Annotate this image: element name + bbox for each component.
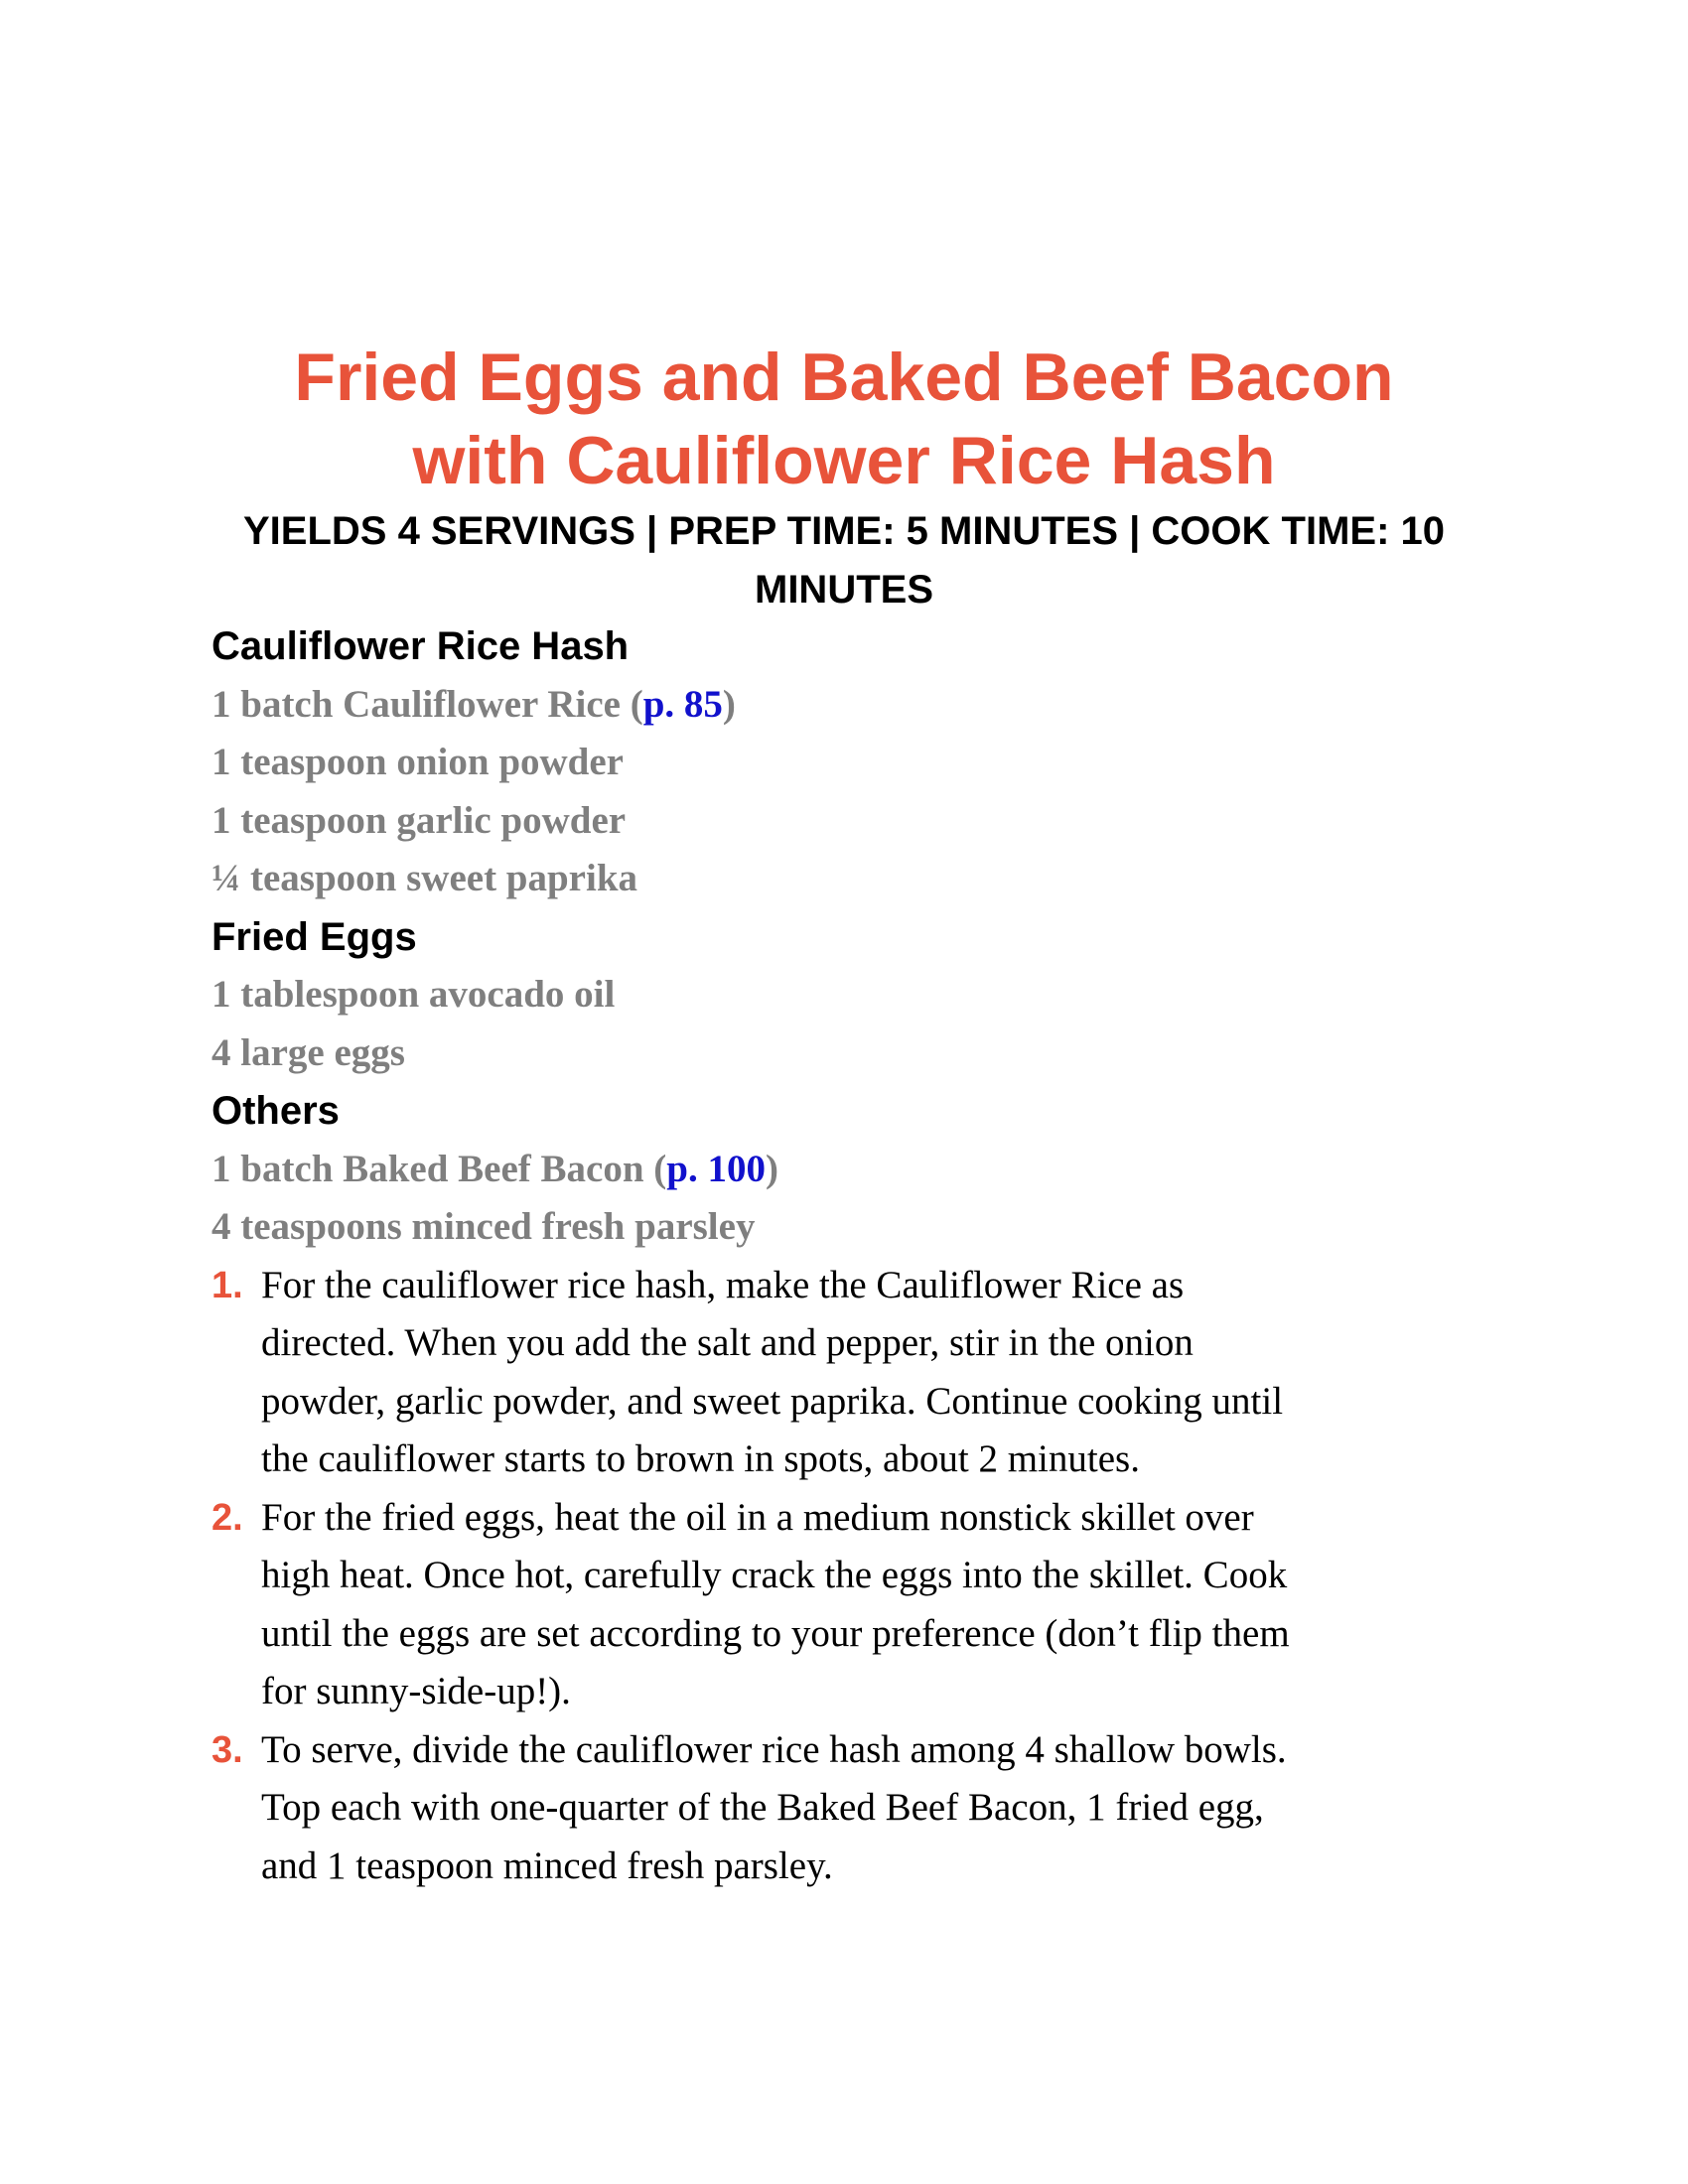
recipe-title-line-2: with Cauliflower Rice Hash: [412, 423, 1276, 498]
recipe-meta-line-1: YIELDS 4 SERVINGS | PREP TIME: 5 MINUTES | COOK TIME: 10: [242, 509, 1446, 553]
step-line: for sunny-side-up!).: [261, 1670, 571, 1712]
ingredient-cauliflower-rice: [211, 676, 1453, 735]
recipe-meta-line-2: MINUTES: [755, 568, 933, 612]
step-line: the cauliflower starts to brown in spots, about 2 minutes.: [261, 1437, 1140, 1480]
page-reference-link[interactable]: p. 100: [666, 1147, 766, 1190]
instruction-step-3: [211, 1721, 1433, 1896]
instruction-steps: [211, 1257, 1453, 1896]
ingredient-eggs: 4 large eggs: [211, 1030, 405, 1074]
step-line: To serve, divide the cauliflower rice hash among 4 shallow bowls.: [261, 1727, 1287, 1771]
recipe-title-line-1: Fried Eggs and Baked Beef Bacon: [294, 340, 1394, 415]
ingredient-garlic-powder: 1 teaspoon garlic powder: [211, 798, 627, 842]
step-line: high heat. Once hot, carefully crack the eggs into the skillet. Cook: [261, 1554, 1288, 1596]
section-heading-hash: Cauliflower Rice Hash: [211, 624, 630, 668]
ingredient-onion-powder: 1 teaspoon onion powder: [211, 741, 624, 783]
ingredient-text: ): [765, 1147, 778, 1190]
step-line: and 1 teaspoon minced fresh parsley.: [261, 1843, 833, 1887]
step-number: 2.: [211, 1496, 243, 1539]
ingredient-text: 1 batch Cauliflower Rice (: [211, 682, 643, 726]
step-line: For the fried eggs, heat the oil in a medium nonstick skillet over: [261, 1495, 1254, 1539]
step-line: Top each with one-quarter of the Baked Beef Bacon, 1 fried egg,: [261, 1786, 1264, 1829]
instruction-step-1: [211, 1257, 1433, 1489]
ingredient-beef-bacon: [211, 1141, 1453, 1199]
ingredient-avocado-oil: 1 tablespoon avocado oil: [211, 973, 616, 1016]
step-line: For the cauliflower rice hash, make the Cauliflower Rice as: [261, 1263, 1185, 1306]
section-heading-eggs: Fried Eggs: [211, 914, 417, 959]
section-heading-others: Others: [211, 1089, 340, 1133]
ingredient-parsley: 4 teaspoons minced fresh parsley: [211, 1205, 756, 1248]
instruction-step-2: [211, 1489, 1433, 1721]
step-line: until the eggs are set according to your preference (don’t flip them: [261, 1611, 1290, 1655]
ingredient-text: ): [722, 682, 736, 726]
page-reference-link[interactable]: p. 85: [642, 682, 723, 726]
step-number: 3.: [211, 1728, 243, 1771]
recipe-title: [149, 336, 1539, 502]
recipe-meta: [199, 502, 1489, 619]
step-line: powder, garlic powder, and sweet paprika. Continue cooking until: [261, 1379, 1284, 1423]
recipe-body: [211, 617, 1453, 1895]
step-number: 1.: [211, 1264, 243, 1306]
ingredient-sweet-paprika: ¼ teaspoon sweet paprika: [211, 857, 638, 899]
ingredient-text: 1 batch Baked Beef Bacon (: [211, 1147, 667, 1190]
step-line: directed. When you add the salt and pepper, stir in the onion: [261, 1321, 1194, 1364]
